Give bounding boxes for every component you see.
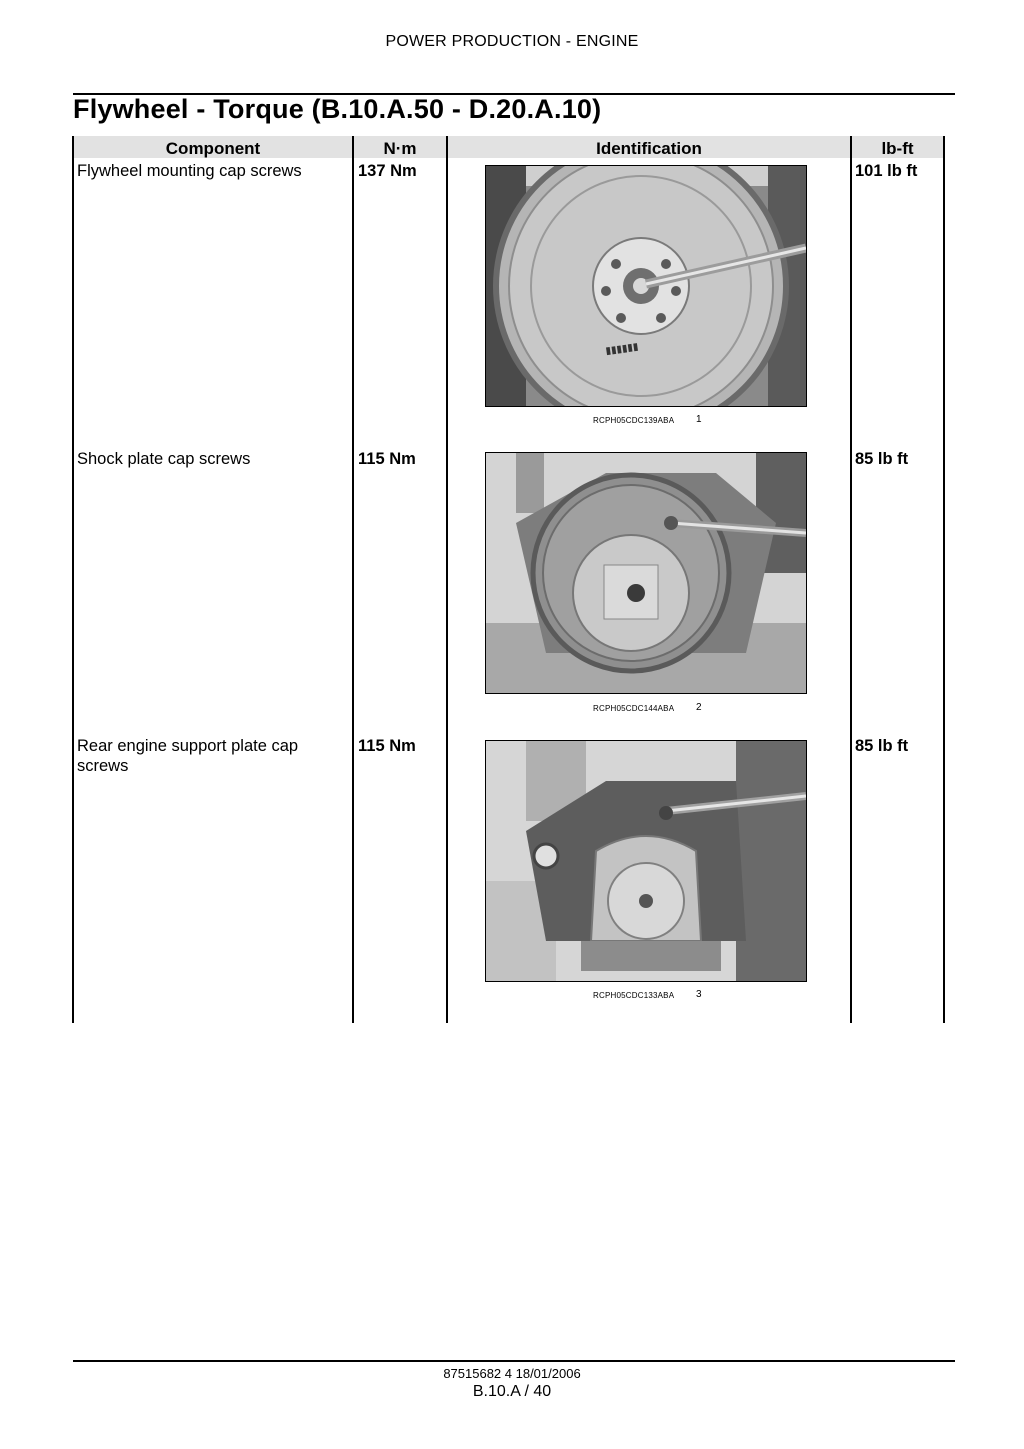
column-divider-1: [352, 136, 354, 1023]
column-header-lbft: lb-ft: [881, 139, 914, 158]
figure-number: 3: [696, 989, 702, 1000]
row-nm: 137 Nm: [358, 162, 417, 180]
row-lbft: 101 lb ft: [855, 162, 918, 180]
column-header-nm: N·m: [383, 139, 417, 158]
row-nm: 115 Nm: [358, 450, 416, 468]
figure-number: 2: [696, 702, 702, 713]
figure-number: 1: [696, 414, 702, 425]
torque-table: [72, 136, 945, 1023]
page-title: Flywheel - Torque (B.10.A.50 - D.20.A.10): [73, 94, 602, 124]
figure-caption: RCPH05CDC133ABA: [593, 991, 675, 1000]
row-lbft: 85 lb ft: [855, 450, 909, 468]
column-divider-3: [850, 136, 852, 1023]
page-header: POWER PRODUCTION - ENGINE: [385, 33, 639, 50]
shock-plate-photo: [485, 452, 807, 694]
row-component: Flywheel mounting cap screws: [77, 162, 302, 180]
row-lbft: 85 lb ft: [855, 737, 909, 755]
column-divider-2: [446, 136, 448, 1023]
rear-support-plate-photo: [485, 740, 807, 982]
page-number: B.10.A / 40: [472, 1383, 552, 1400]
figure-caption: RCPH05CDC144ABA: [593, 704, 675, 713]
column-header-component: Component: [165, 139, 261, 158]
table-border-right: [943, 136, 945, 1023]
footer-rule: [73, 1360, 955, 1362]
document-reference: 87515682 4 18/01/2006: [443, 1366, 581, 1381]
row-component: Shock plate cap screws: [77, 450, 251, 468]
flywheel-mounting-photo: [485, 165, 807, 407]
row-nm: 115 Nm: [358, 737, 416, 755]
svg-text:▮▮▮▮▮▮: ▮▮▮▮▮▮: [604, 341, 640, 357]
column-header-identification: Identification: [596, 139, 702, 158]
table-border-left: [72, 136, 74, 1023]
figure-caption: RCPH05CDC139ABA: [593, 416, 675, 425]
row-component: Rear engine support plate cap screws: [77, 737, 299, 775]
